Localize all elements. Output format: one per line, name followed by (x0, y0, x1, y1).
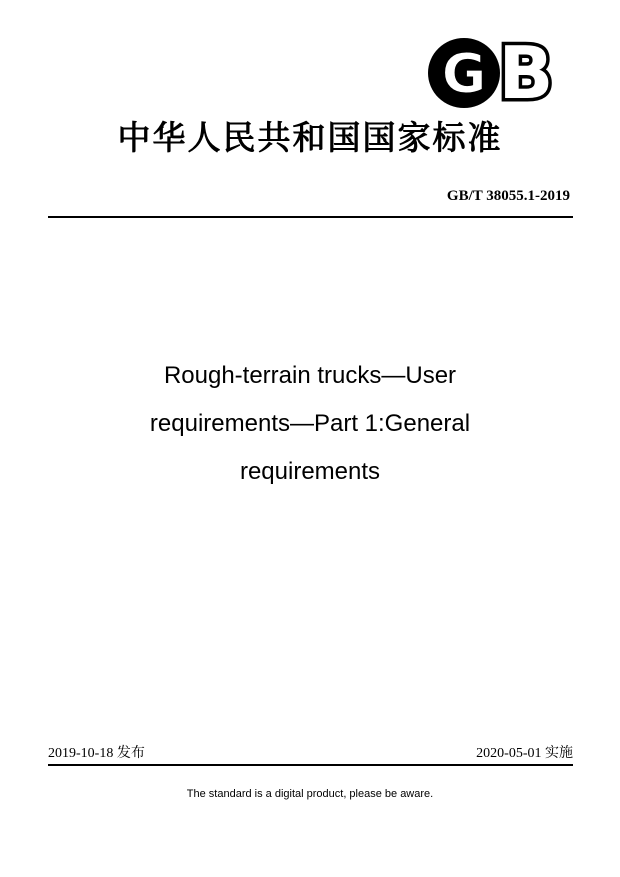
gb-logo-b: B (498, 36, 554, 110)
title-line-3: requirements (239, 458, 381, 485)
issue-date: 2019-10-18 发布 (48, 746, 145, 761)
date-row (48, 742, 573, 762)
gb-logo (426, 36, 560, 110)
svg-text:G: G (441, 42, 487, 105)
top-divider (48, 216, 573, 218)
title-line-1: Rough-terrain trucks—User (163, 362, 457, 389)
title-line-2: requirements—Part 1:General (149, 410, 471, 437)
bottom-divider (48, 764, 573, 766)
issuing-agency: 中华人民共和国国家标准 (117, 118, 503, 157)
implementation-date: 2020-05-01 实施 (476, 746, 573, 761)
digital-product-notice: The standard is a digital product, please be aware. (186, 788, 434, 800)
standard-number: GB/T 38055.1-2019 (446, 188, 570, 204)
document-title (60, 352, 560, 496)
